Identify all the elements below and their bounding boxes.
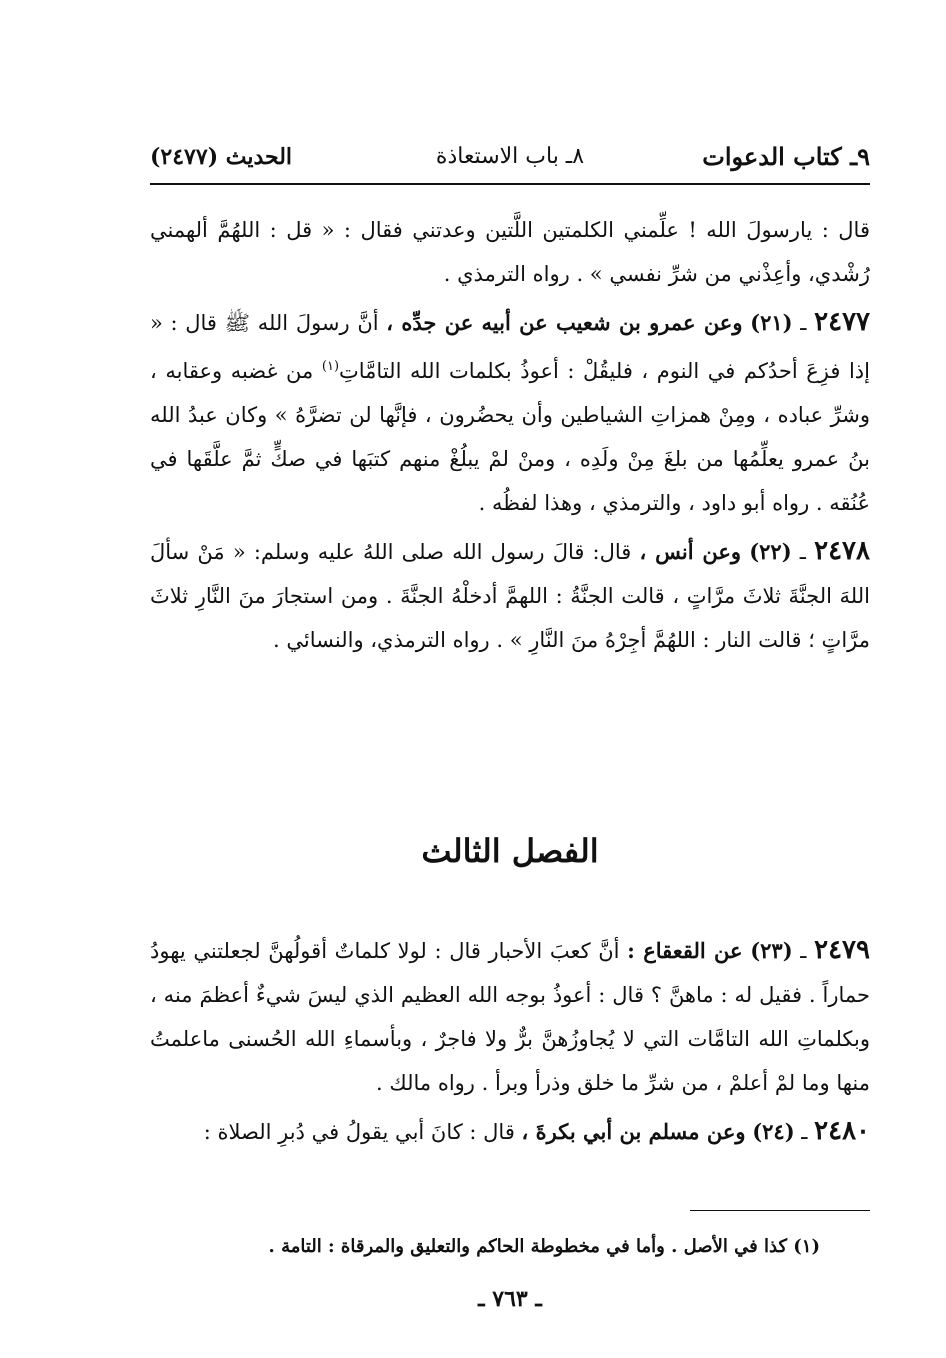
hadith-2479: ٢٤٧٩ ـ (٢٣) عن القعقاع : أنَّ كعبَ الأحبار قال : لولا كلماتٌ أقولُهنَّ لجعلتني يهودُ حماراً . فقيل له : ماهنَّ ؟ قال : أعوذُ بوجه الله العظيم الذي ليسَ شيءٌ أعظمَ منه ، وبكلماتِ الله التامَّات التي لا يُجاوزُهنَّ برٌّ ولا فاجرٌ ، وبأسماءِ الله الحُسنى ماعلمتُ منها وما لمْ أعلمْ ، من شرِّ ما خلق وذرأ وبرأ . رواه مالك . (150, 935, 870, 1095)
hadith-number: ٢٤٧٩ (814, 935, 870, 965)
page-header (150, 136, 870, 180)
hadith-narrator: عن القعقاع : (627, 938, 743, 963)
section-title: الفصل الثالث (421, 832, 599, 870)
hadith-order: (٢٣) (750, 938, 793, 963)
hadith-2477: ٢٤٧٧ ـ (٢١) وعن عمرو بن شعيب عن أبيه عن جدِّه ، أنَّ رسولَ الله ﷺ قال : « إذا فزِعَ أحدُكم في النوم ، فليقُلْ : أعوذُ بكلمات الله التامَّاتِ$^{(١)}$ من غضبه وعقابه ، وشرِّ عباده ، ومِنْ همزاتِ الشياطين وأن يحضُرون ، فإنَّها لن تضرَّهُ » وكان عبدُ الله بنُ عمرو يعلِّمُها من بلغَ مِنْ ولَدِه ، ومنْ لمْ يبلُغْ منهم كتبَها في صكٍّ ثمَّ علَّقَها في عُنُقه . رواه أبو داود ، والترمذي ، وهذا لفظُه . (150, 307, 870, 515)
paragraph-text: قال : يارسولَ الله ! علِّمني الكلمتين اللَّتين وعدتني فقال : « قل : اللهُمَّ ألهمني رُشْدي، وأعِذْني من شرِّ نفسي » . رواه الترمذي . (150, 218, 870, 286)
hadith-narrator: وعن عمرو بن شعيب عن أبيه عن جدِّه ، (386, 310, 743, 335)
hadith-order: (٢٢) (749, 539, 792, 564)
footnote: (١) كذا في الأصل . وأما في مخطوطة الحاكم والتعليق والمرقاة : التامة . (268, 1236, 820, 1257)
hadith-order: (٢٤) (752, 1119, 795, 1144)
chapter-title: ٨ـ باب الاستعاذة (435, 144, 585, 169)
hadith-text-cont: من غضبه وعقابه ، وشرِّ عباده ، ومِنْ همزاتِ الشياطين وأن يحضُرون ، فإنَّها لن تضرَّهُ » وكان عبدُ الله بنُ عمرو يعلِّمُها من بلغَ مِنْ ولَدِه ، ومنْ لمْ يبلُغْ منهم كتبَها في صكٍّ ثمَّ علَّقَها في عُنُقه . رواه أبو داود ، والترمذي ، وهذا لفظُه . (150, 359, 870, 515)
hadith-order: (٢١) (750, 310, 793, 335)
hadith-text: قال: قالَ رسول الله صلى اللهُ عليه وسلم: « مَنْ سألَ اللهَ الجنَّةَ ثلاثَ مرَّاتٍ ، قالت الجنَّةُ : اللهمَّ أدخلْهُ الجنَّةَ . ومن استجارَ منَ النَّارِ ثلاثَ مرَّاتٍ ؛ قالت النار : اللهُمَّ أجِرْهُ منَ النَّارِ » . رواه الترمذي، والنسائي . (150, 540, 870, 652)
hadith-reference: الحديث (٢٤٧٧) (150, 144, 293, 170)
hadith-text: أنَّ كعبَ الأحبار قال : لولا كلماتٌ أقولُهنَّ لجعلتني يهودُ حماراً . فقيل له : ماهنَّ ؟ قال : أعوذُ بوجه الله العظيم الذي ليسَ شيءٌ أعظمَ منه ، وبكلماتِ الله التامَّات التي لا يُجاوزُهنَّ برٌّ ولا فاجرٌ ، وبأسماءِ الله الحُسنى ماعلمتُ منها وما لمْ أعلمْ ، من شرِّ ما خلق وذرأ وبرأ . رواه مالك . (150, 939, 870, 1095)
text-block-top (150, 208, 870, 666)
hadith-narrator: وعن أنس ، (639, 539, 742, 564)
page-number: ـ ٧٦٣ ـ (478, 1286, 542, 1312)
hadith-number: ٢٤٨٠ (814, 1116, 870, 1146)
hadith-text: أنَّ رسولَ الله ﷺ قال : « إذا فزِعَ أحدُكم في النوم ، فليقُلْ : أعوذُ بكلمات الله التامَّاتِ (150, 311, 870, 383)
footnote-marker[interactable]: (١) (321, 359, 340, 374)
hadith-narrator: وعن مسلم بن أبي بكرةَ ، (521, 1119, 746, 1144)
book-title: ٩ـ كتاب الدعوات (702, 142, 870, 171)
text-block-bottom (150, 928, 870, 1158)
paragraph-continuation (150, 208, 870, 296)
hadith-2478: ٢٤٧٨ ـ (٢٢) وعن أنس ، قال: قالَ رسول الله صلى اللهُ عليه وسلم: « مَنْ سألَ اللهَ الجنَّةَ ثلاثَ مرَّاتٍ ، قالت الجنَّةُ : اللهمَّ أدخلْهُ الجنَّةَ . ومن استجارَ منَ النَّارِ ثلاثَ مرَّاتٍ ؛ قالت النار : اللهُمَّ أجِرْهُ منَ النَّارِ » . رواه الترمذي، والنسائي . (150, 536, 870, 652)
hadith-2480: ٢٤٨٠ ـ (٢٤) وعن مسلم بن أبي بكرةَ ، قال : كانَ أبي يقولُ في دُبرِ الصلاة : (203, 1116, 870, 1146)
footnote-divider (690, 1210, 870, 1211)
header-divider (150, 183, 870, 185)
hadith-number: ٢٤٧٧ (814, 307, 870, 337)
hadith-number: ٢٤٧٨ (814, 536, 870, 566)
hadith-text: قال : كانَ أبي يقولُ في دُبرِ الصلاة : (203, 1120, 515, 1144)
